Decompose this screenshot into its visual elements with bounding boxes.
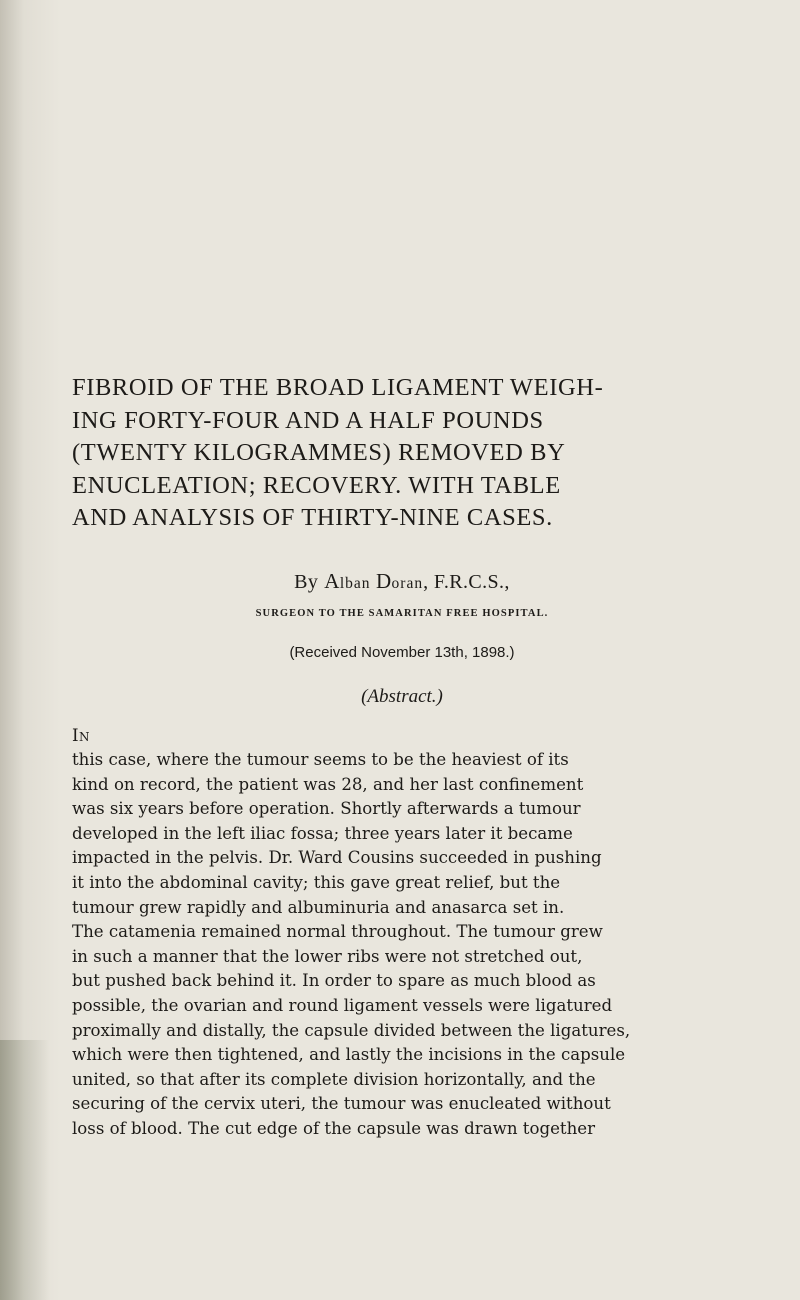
body-line: tumour grew rapidly and albuminuria and anasarca set in. (72, 897, 565, 917)
byline-by: By (294, 570, 319, 593)
title-line: ENUCLEATION; RECOVERY. WITH TABLE (72, 471, 561, 499)
body-line: united, so that after its complete division horizontally, and the (72, 1069, 596, 1089)
body-line: it into the abdominal cavity; this gave great relief, but the (72, 873, 561, 893)
author-credentials: , F.R.C.S., (423, 570, 510, 593)
article-title (72, 372, 732, 535)
abstract-body (72, 724, 732, 1142)
author-name: Alban Doran (324, 568, 424, 593)
body-line: impacted in the pelvis. Dr. Ward Cousins succeeded in pushing (72, 848, 602, 868)
body-line: which were then tightened, and lastly the incisions in the capsule (72, 1045, 626, 1065)
body-line: developed in the left iliac fossa; three years later it became (72, 823, 573, 843)
body-line: kind on record, the patient was 28, and her last confinement (72, 774, 584, 794)
title-line: FIBROID OF THE BROAD LIGAMENT WEIGH- (72, 374, 604, 401)
byline (72, 569, 732, 594)
body-line: possible, the ovarian and round ligament vessels were ligatured (72, 996, 613, 1016)
abstract-label: (Abstract.) (361, 685, 443, 707)
body-line: loss of blood. The cut edge of the capsule was drawn together (72, 1119, 596, 1138)
title-line: (TWENTY KILOGRAMMES) REMOVED BY (72, 439, 566, 466)
body-line: In this case, where the tumour seems to be the heaviest of its (72, 724, 732, 773)
body-line: in such a manner that the lower ribs were not stretched out, (72, 946, 583, 966)
page-edge-stain (0, 1040, 50, 1300)
body-line: proximally and distally, the capsule divided between the ligatures, (72, 1020, 631, 1040)
title-line: ING FORTY-FOUR AND A HALF POUNDS (72, 406, 544, 434)
received-date: (Received November 13th, 1898.) (289, 643, 515, 661)
body-line: The catamenia remained normal throughout. The tumour grew (72, 922, 603, 942)
body-line: securing of the cervix uteri, the tumour was enucleated without (72, 1094, 611, 1114)
title-line: AND ANALYSIS OF THIRTY-NINE CASES. (72, 504, 553, 531)
author-affiliation: SURGEON TO THE SAMARITAN FREE HOSPITAL. (255, 607, 549, 619)
body-line: was six years before operation. Shortly afterwards a tumour (72, 799, 581, 819)
article (72, 372, 732, 1142)
body-line: but pushed back behind it. In order to spare as much blood as (72, 971, 596, 991)
body-lead: In (72, 725, 91, 745)
